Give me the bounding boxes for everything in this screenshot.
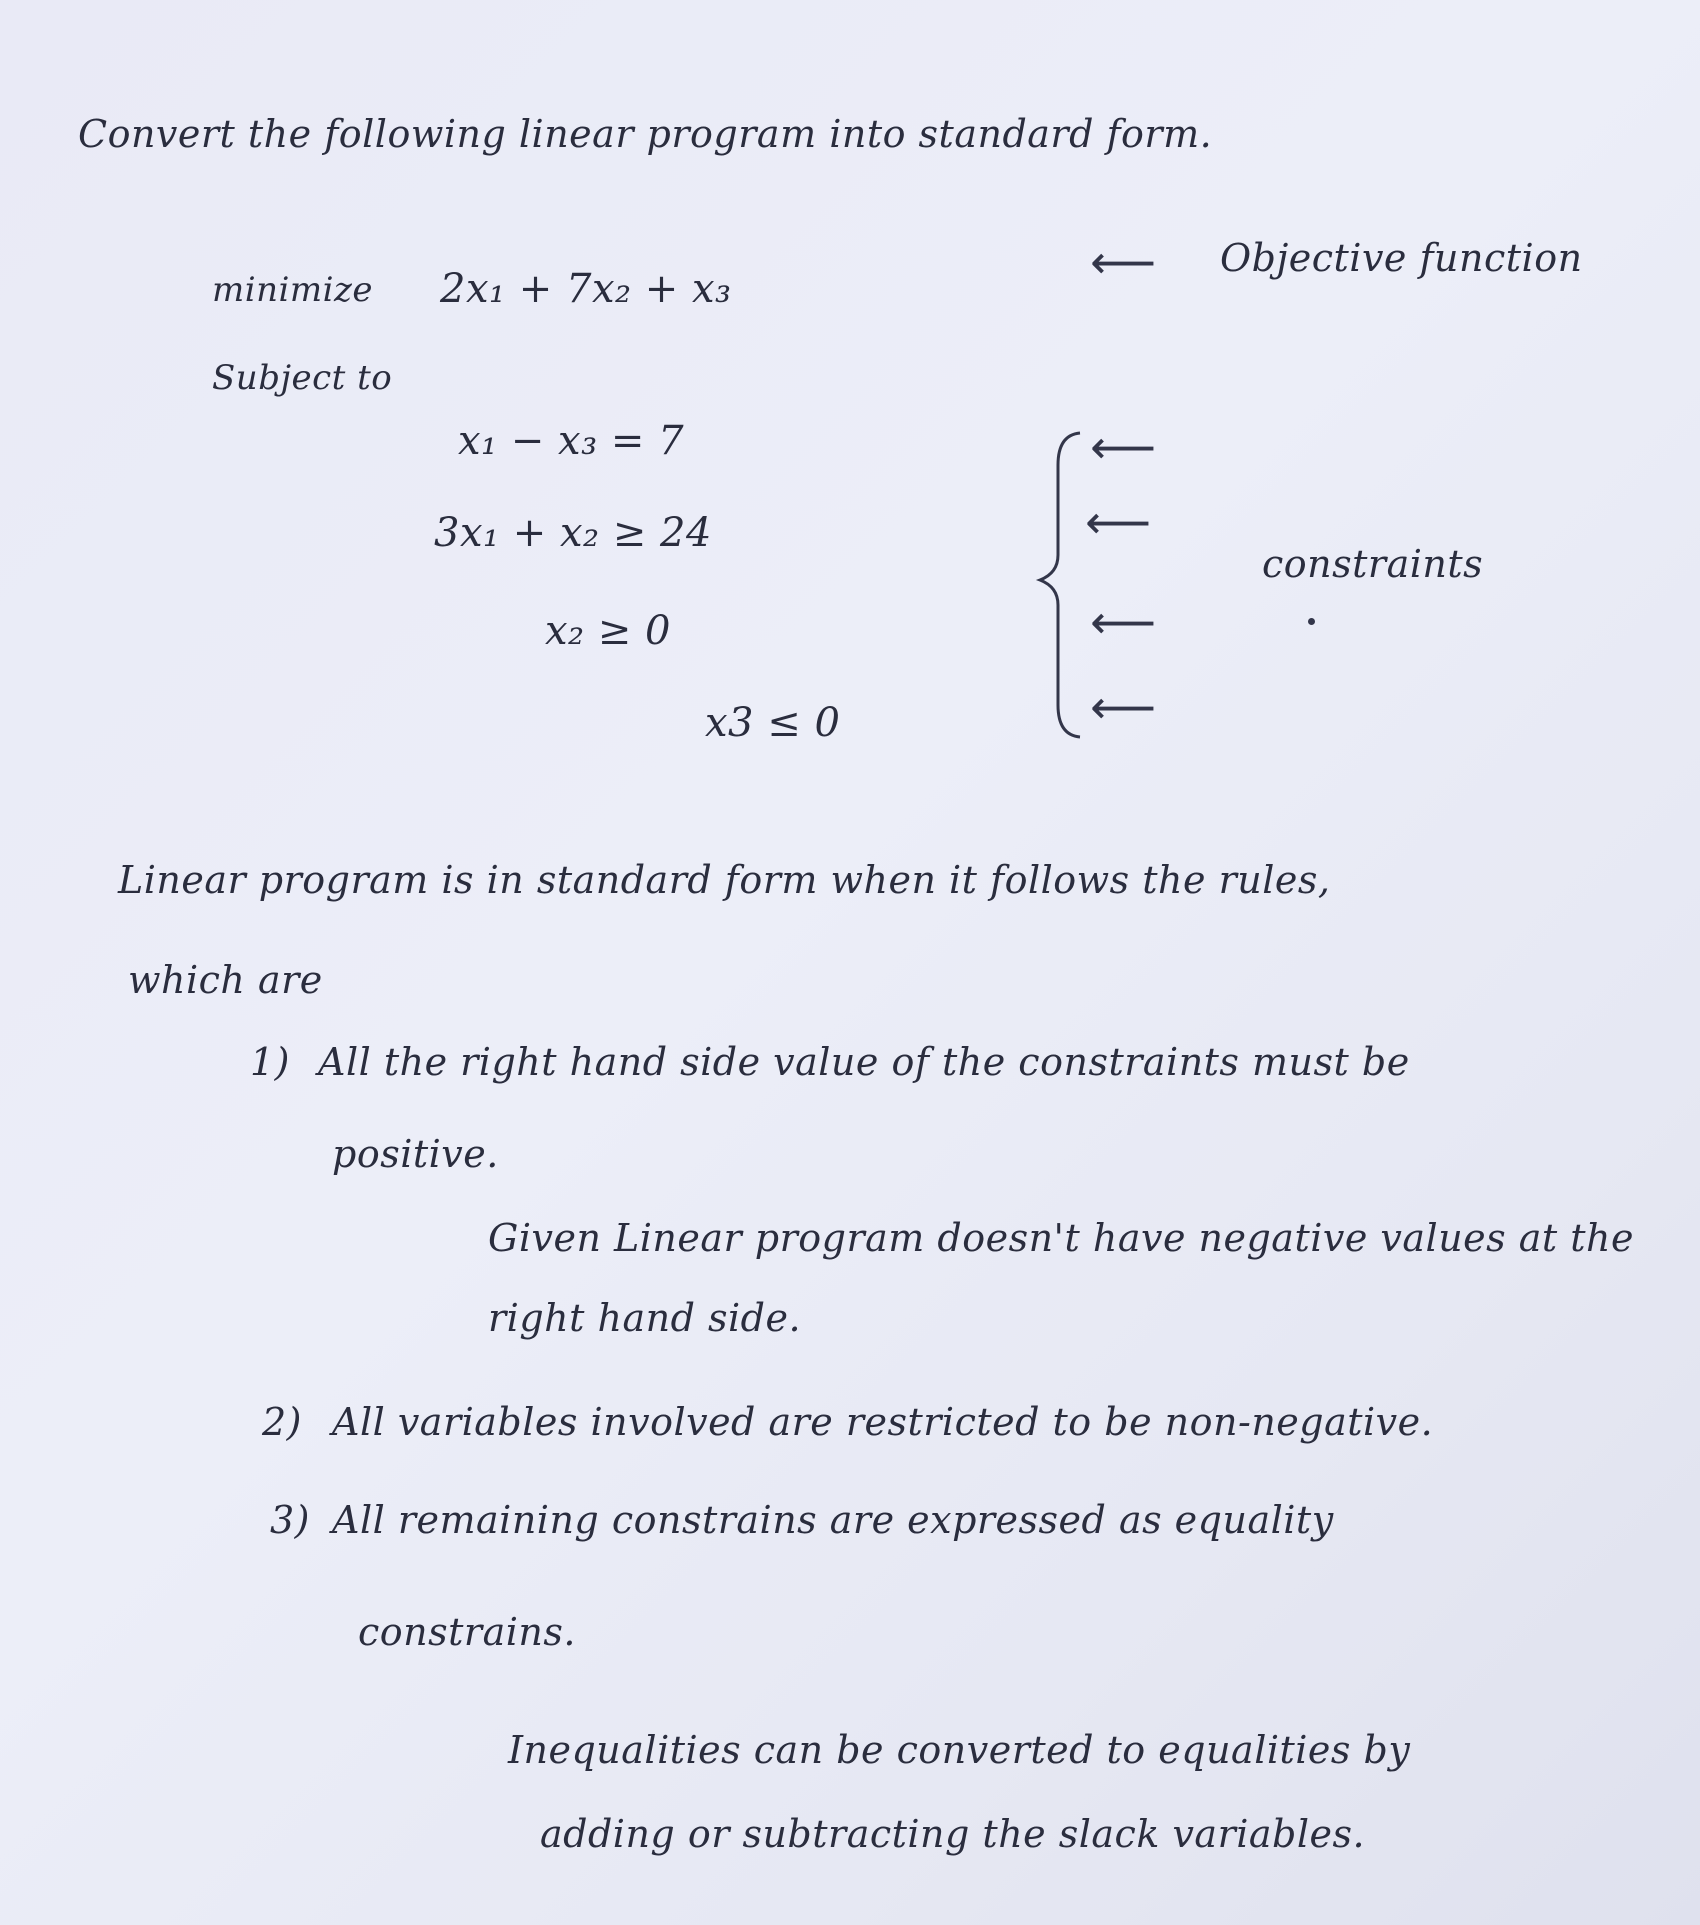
minimize-label: minimize bbox=[212, 270, 374, 310]
rule-2-number: 2) bbox=[262, 1400, 303, 1444]
rule-1-note-line-2: right hand side. bbox=[488, 1296, 802, 1340]
rule-3-text-line-1: All remaining constrains are expressed as equality bbox=[332, 1498, 1334, 1542]
explanation-intro-line-2: which are bbox=[128, 958, 323, 1002]
objective-annotation: Objective function bbox=[1220, 236, 1583, 280]
page-title: Convert the following linear program into standard form. bbox=[78, 112, 1213, 156]
constraint-3-arrow-icon: ⟵ bbox=[1090, 595, 1156, 649]
rule-2-text: All variables involved are restricted to be non-negative. bbox=[332, 1400, 1434, 1444]
objective-expression: 2x₁ + 7x₂ + x₃ bbox=[440, 266, 732, 312]
constraint-1: x₁ − x₃ = 7 bbox=[458, 418, 685, 464]
constraint-4-arrow-icon: ⟵ bbox=[1090, 680, 1156, 734]
closing-line-2: adding or subtracting the slack variables. bbox=[540, 1812, 1366, 1856]
constraint-2: 3x₁ + x₂ ≥ 24 bbox=[434, 510, 712, 556]
rule-3-text-line-2: constrains. bbox=[358, 1610, 576, 1654]
constraint-1-arrow-icon: ⟵ bbox=[1090, 420, 1156, 474]
explanation-intro-line-1: Linear program is in standard form when it follows the rules, bbox=[118, 858, 1331, 902]
constraint-2-arrow-icon: ⟵ bbox=[1085, 495, 1151, 549]
closing-line-1: Inequalities can be converted to equalities by bbox=[508, 1728, 1411, 1772]
constraint-4: x3 ≤ 0 bbox=[705, 700, 841, 746]
rule-1-text-line-1: All the right hand side value of the constraints must be bbox=[318, 1040, 1410, 1084]
objective-arrow-icon: ⟵ bbox=[1090, 235, 1156, 289]
ink-dot bbox=[1308, 618, 1315, 625]
constraints-annotation: constraints bbox=[1262, 542, 1484, 586]
rule-1-number: 1) bbox=[250, 1040, 291, 1084]
rule-1-text-line-2: positive. bbox=[332, 1132, 499, 1176]
rule-3-number: 3) bbox=[270, 1498, 311, 1542]
subject-to-label: Subject to bbox=[212, 358, 393, 398]
constraint-3: x₂ ≥ 0 bbox=[545, 608, 671, 654]
constraints-brace-icon bbox=[1030, 425, 1090, 745]
rule-1-note-line-1: Given Linear program doesn't have negative values at the bbox=[488, 1216, 1634, 1260]
